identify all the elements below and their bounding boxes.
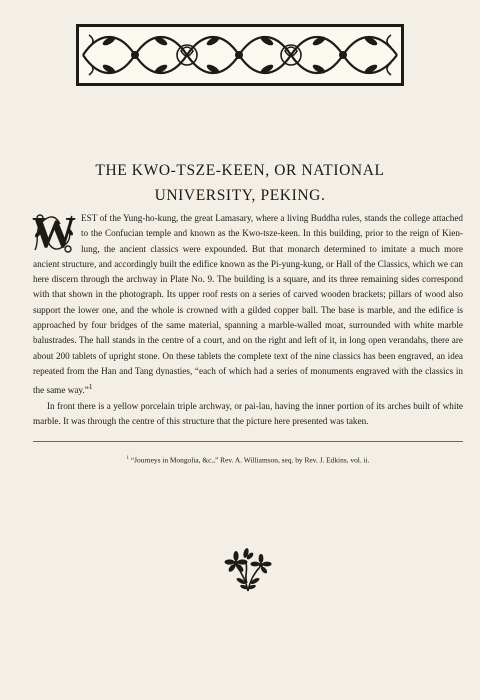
- flower-ornament: [222, 543, 274, 593]
- paragraph-1: [32, 208, 463, 399]
- paragraph-2-text: In front there is a yellow porcelain triple archway, or pai-lau, having the inner portion of its arches built of white marble. It was through the centre of this structure that the picture here presented was taken.: [33, 400, 463, 426]
- title-line-2: UNIVERSITY, PEKING.: [154, 187, 326, 205]
- title-line-1: THE KWO-TSZE-KEEN, OR NATIONAL: [95, 162, 385, 180]
- ornamental-header-band: [76, 24, 404, 86]
- article-body: [32, 208, 463, 429]
- flower-sprig-icon: [222, 543, 274, 593]
- page-title: [0, 158, 480, 208]
- footnote-divider: [33, 441, 463, 442]
- footnote-reference[interactable]: 1: [88, 382, 93, 392]
- paragraph-1-text: EST of the Yung-ho-kung, the great Lamasary, where a living Buddha rules, stands the college attached to the Confucian temple and known as the Kwo-tsze-keen. In this building, prior to the reign of Kien-lung, the ancient classics were expounded. But that monarch determined to imitate a much more ancient structure, and accordingly built the edifice known as the Pi-yung-kung, or Hall of the Classics, which we can here discern through the archway in Plate No. 9. The building is a square, and its three remaining sides correspond with that shown in the photograph. Its upper roof rests on a series of carved wooden brackets; pillars of wood also support the lower one, and the whole is crowned with a gilded copper ball. The base is marble, and the edifice is approached by four bridges of the same material, spanning a marble-walled moat, surrounded with white marble balustrades. The hall stands in the centre of a court, and on the right and left of it, in long open verandahs, there are about 200 tablets of upright stone. On these tablets the complete text of the nine classics has been engraved, an idea repeated from the Han and Tang dynasties, “each of which had a series of monuments engraved with the classics in the same way.”: [33, 213, 463, 396]
- drop-cap-letter: W: [32, 208, 76, 257]
- drop-cap: [32, 208, 76, 257]
- footnote-text: “Journeys in Mongolia, &c.,” Rev. A. Williamson, seq. by Rev. J. Edkins, vol. ii.: [130, 455, 370, 465]
- ornamental-vine-band-icon: [79, 27, 401, 83]
- paragraph-2: [33, 399, 463, 430]
- footnote-marker: 1: [126, 456, 130, 461]
- footnote: [33, 454, 463, 465]
